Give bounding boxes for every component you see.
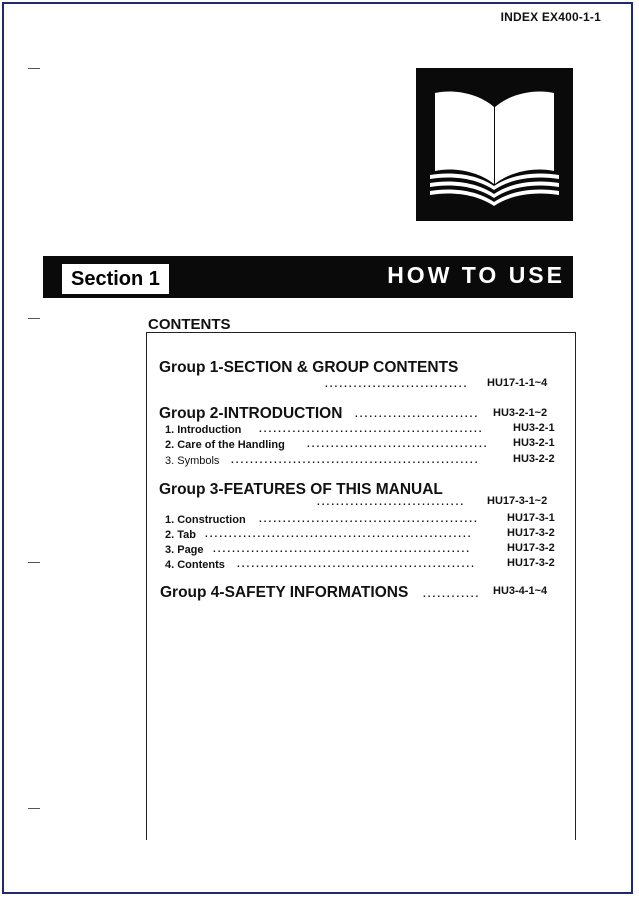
item-label: 4. Contents: [165, 559, 225, 571]
leader-dots: ..........................: [355, 409, 480, 420]
item-ref: HU3-2-1: [513, 422, 555, 434]
group-title: Group 3-FEATURES OF THIS MANUAL: [159, 481, 443, 498]
section-header-bar: [43, 256, 573, 298]
group-ref: HU17-3-1~2: [487, 495, 548, 507]
contents-box: [146, 332, 576, 840]
leader-dots: ............: [423, 589, 481, 600]
contents-heading: CONTENTS: [148, 316, 231, 333]
leader-dots: ...............................................: [259, 424, 484, 435]
group-title: Group 2-INTRODUCTION: [159, 405, 343, 422]
item-label: 3. Symbols: [165, 455, 220, 467]
leader-dots: ..............................................: [259, 514, 479, 525]
section-label: Section 1: [62, 264, 169, 294]
group-ref: HU17-1-1~4: [487, 377, 548, 389]
group-ref: HU3-2-1~2: [493, 407, 548, 419]
margin-mark: [28, 562, 40, 563]
item-label: 1. Construction: [165, 514, 246, 526]
leader-dots: ...............................: [317, 497, 466, 508]
leader-dots: ........................................................: [205, 529, 473, 540]
item-label: 2. Tab: [165, 529, 196, 541]
leader-dots: ......................................................: [213, 544, 472, 555]
item-label: 1. Introduction: [165, 424, 242, 436]
leader-dots: ..............................: [325, 379, 469, 390]
item-ref: HU3-2-2: [513, 453, 555, 465]
margin-mark: [28, 68, 40, 69]
margin-mark: [28, 808, 40, 809]
open-book-icon: [416, 68, 573, 221]
item-ref: HU17-3-1: [507, 512, 555, 524]
leader-dots: ..................................................: [237, 559, 476, 570]
section-title: HOW TO USE: [387, 262, 565, 288]
leader-dots: ....................................................: [231, 455, 480, 466]
group-title: Group 1-SECTION & GROUP CONTENTS: [159, 359, 459, 376]
page-id: INDEX EX400-1-1: [500, 10, 601, 24]
item-ref: HU17-3-2: [507, 527, 555, 539]
item-ref: HU17-3-2: [507, 557, 555, 569]
item-label: 3. Page: [165, 544, 204, 556]
group-ref: HU3-4-1~4: [493, 585, 548, 597]
item-ref: HU3-2-1: [513, 437, 555, 449]
leader-dots: ......................................: [307, 439, 489, 450]
group-title: Group 4-SAFETY INFORMATIONS: [160, 584, 409, 601]
item-label: 2. Care of the Handling: [165, 439, 285, 451]
item-ref: HU17-3-2: [507, 542, 555, 554]
margin-mark: [28, 318, 40, 319]
